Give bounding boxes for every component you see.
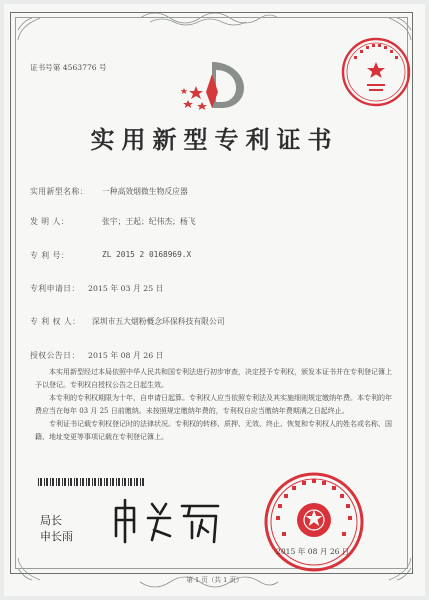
director-name-label: 申长雨 — [40, 530, 73, 543]
certificate-number: 证书号第 4563776 号 — [30, 63, 107, 72]
utility-model-name-label: 实用新型名称： — [30, 187, 89, 196]
barcode — [38, 478, 146, 486]
patent-number-value: ZL 2015 2 0168969.X — [102, 250, 192, 259]
certificate-title: 实用新型专利证书 — [90, 125, 339, 154]
filing-date-value: 2015 年 03 月 25 日 — [88, 284, 164, 293]
body-paragraph-1: 本实用新型经过本局依照中华人民共和国专利法进行初步审查，决定授予专利权，颁发本证书并在专利登记簿上予以登记。专利权自授权公告之日起生效。 — [35, 368, 392, 389]
body-paragraph-3: 专利证书记载专利权登记时的法律状况。专利权的转移、质押、无效、终止、恢复和专利权人的姓名或名称、国籍、地址变更等事项记载在专利登记簿上。 — [35, 420, 392, 441]
page-footer: 第 1 页（共 1 页） — [186, 576, 243, 584]
inventor-label: 发 明 人： — [30, 217, 70, 226]
grant-date-label: 授权公告日： — [30, 351, 80, 360]
grant-date-value: 2015 年 08 月 26 日 — [88, 351, 164, 360]
inventor-value: 张宇；王起；纪伟杰；杨飞 — [102, 217, 196, 226]
utility-model-name-value: 一种高效烟微生物反应器 — [102, 187, 188, 196]
director-title-label: 局长 — [40, 514, 62, 527]
body-paragraph-2: 本专利的专利权期限为十年，自申请日起算。专利权人应当依照专利法及其实施细则规定缴纳年费。本专利的年费应当在每年 03 月 25 日前缴纳。未按照规定缴纳年费的，专利权自应当缴纳年费期满之日起终止。 — [35, 394, 392, 415]
patentee-value: 深圳市五大烟粉概念环保科技有限公司 — [92, 317, 225, 326]
director-signature — [108, 496, 228, 546]
sipo-logo-icon — [178, 56, 258, 112]
patentee-label: 专 利 权 人： — [30, 317, 81, 326]
certificate-body-text — [35, 366, 395, 444]
patent-number-label: 专 利 号： — [30, 251, 70, 260]
filing-date-label: 专利申请日： — [30, 284, 80, 293]
official-seal-top-icon — [340, 36, 412, 108]
seal-date: 2015 年 08 月 26 日 — [276, 547, 350, 556]
official-seal-bottom-icon — [262, 470, 366, 574]
